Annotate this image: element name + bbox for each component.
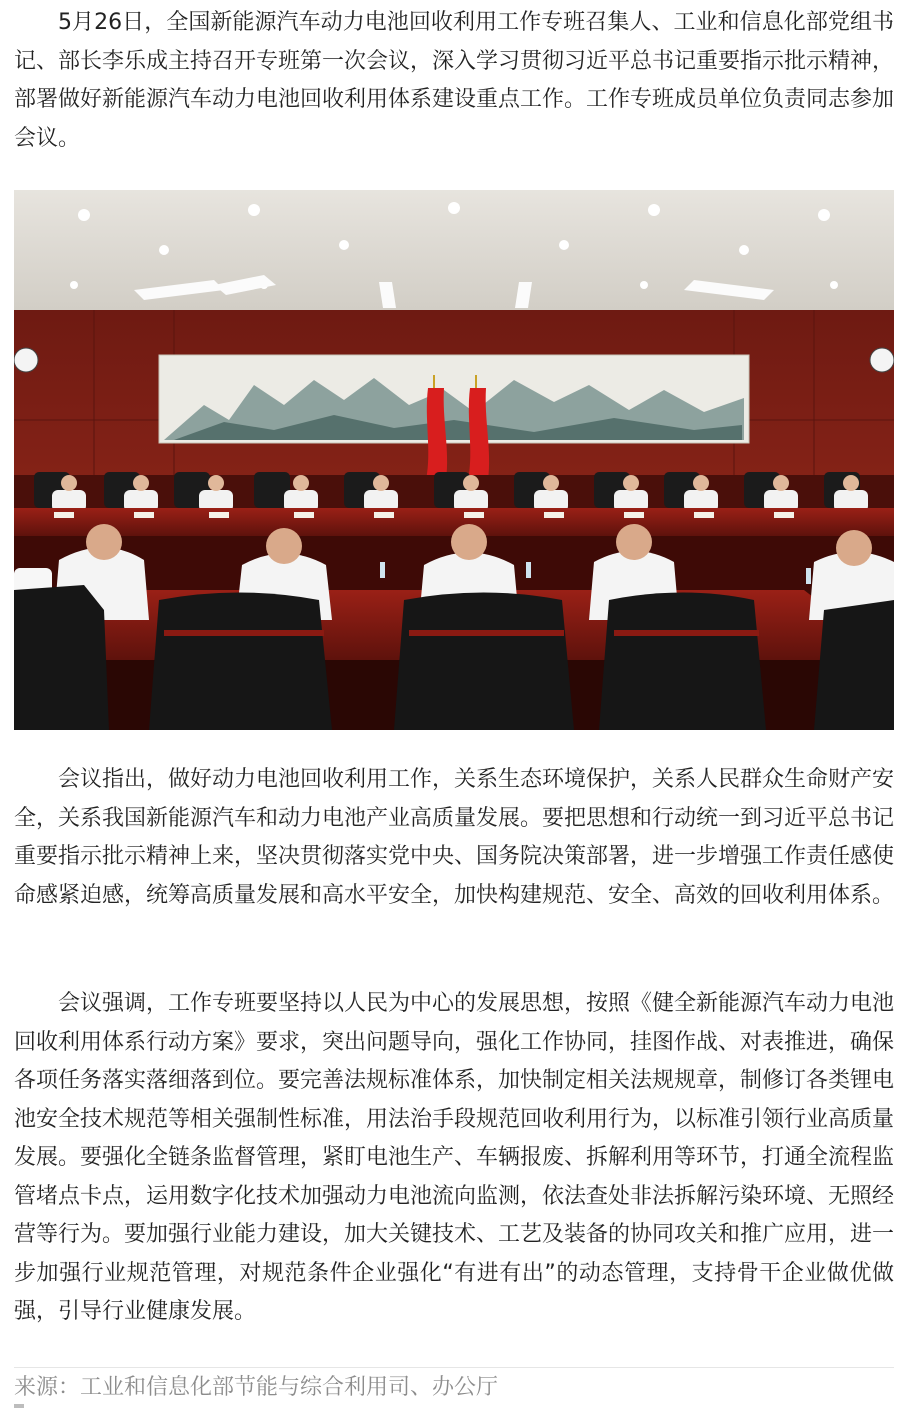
article-paragraph-2: 会议指出，做好动力电池回收利用工作，关系生态环境保护，关系人民群众生命财产安全，关系我国新能源汽车和动力电池产业高质量发展。要把思想和行动统一到习近平总书记重要指示批示精神上来，坚决贯彻落实党中央、国务院决策部署，进一步增强工作责任感使命感紧迫感，统筹高质量发展和高水平安全，加快构建规范、安全、高效的回收利用体系。 xyxy=(14,767,895,908)
meeting-photo xyxy=(14,190,894,730)
cut-off-mark xyxy=(14,1404,24,1408)
right-clock xyxy=(870,348,894,372)
source-divider xyxy=(14,1367,894,1368)
article-paragraph-3: 会议强调，工作专班要坚持以人民为中心的发展思想，按照《健全新能源汽车动力电池回收利用体系行动方案》要求，突出问题导向，强化工作协同，挂图作战、对表推进，确保各项任务落实落细落到位。要完善法规标准体系，加快制定相关法规规章，制修订各类锂电池安全技术规范等相关强制性标准，用法治手段规范回收利用行为，以标准引领行业高质量发展。要强化全链条监督管理，紧盯电池生产、车辆报废、拆解利用等环节，打通全流程监管堵点卡点，运用数字化技术加强动力电池流向监测，依法查处非法拆解污染环境、无照经营等行为。要加强行业能力建设，加大关键技术、工艺及装备的协同攻关和推广应用，进一步加强行业规范管理，对规范条件企业强化“有进有出”的动态管理，支持骨干企业做优做强，引导行业健康发展。 xyxy=(14,991,895,1324)
left-clock xyxy=(14,348,38,372)
source-line: 来源：工业和信息化部节能与综合利用司、办公厅 xyxy=(14,1375,499,1400)
article-paragraph-1: 5月26日，全国新能源汽车动力电池回收利用工作专班召集人、工业和信息化部党组书记、部长李乐成主持召开专班第一次会议，深入学习贯彻习近平总书记重要指示批示精神，部署做好新能源汽车动力电池回收利用体系建设重点工作。工作专班成员单位负责同志参加会议。 xyxy=(14,10,895,151)
meeting-photo-illustration xyxy=(14,190,894,730)
